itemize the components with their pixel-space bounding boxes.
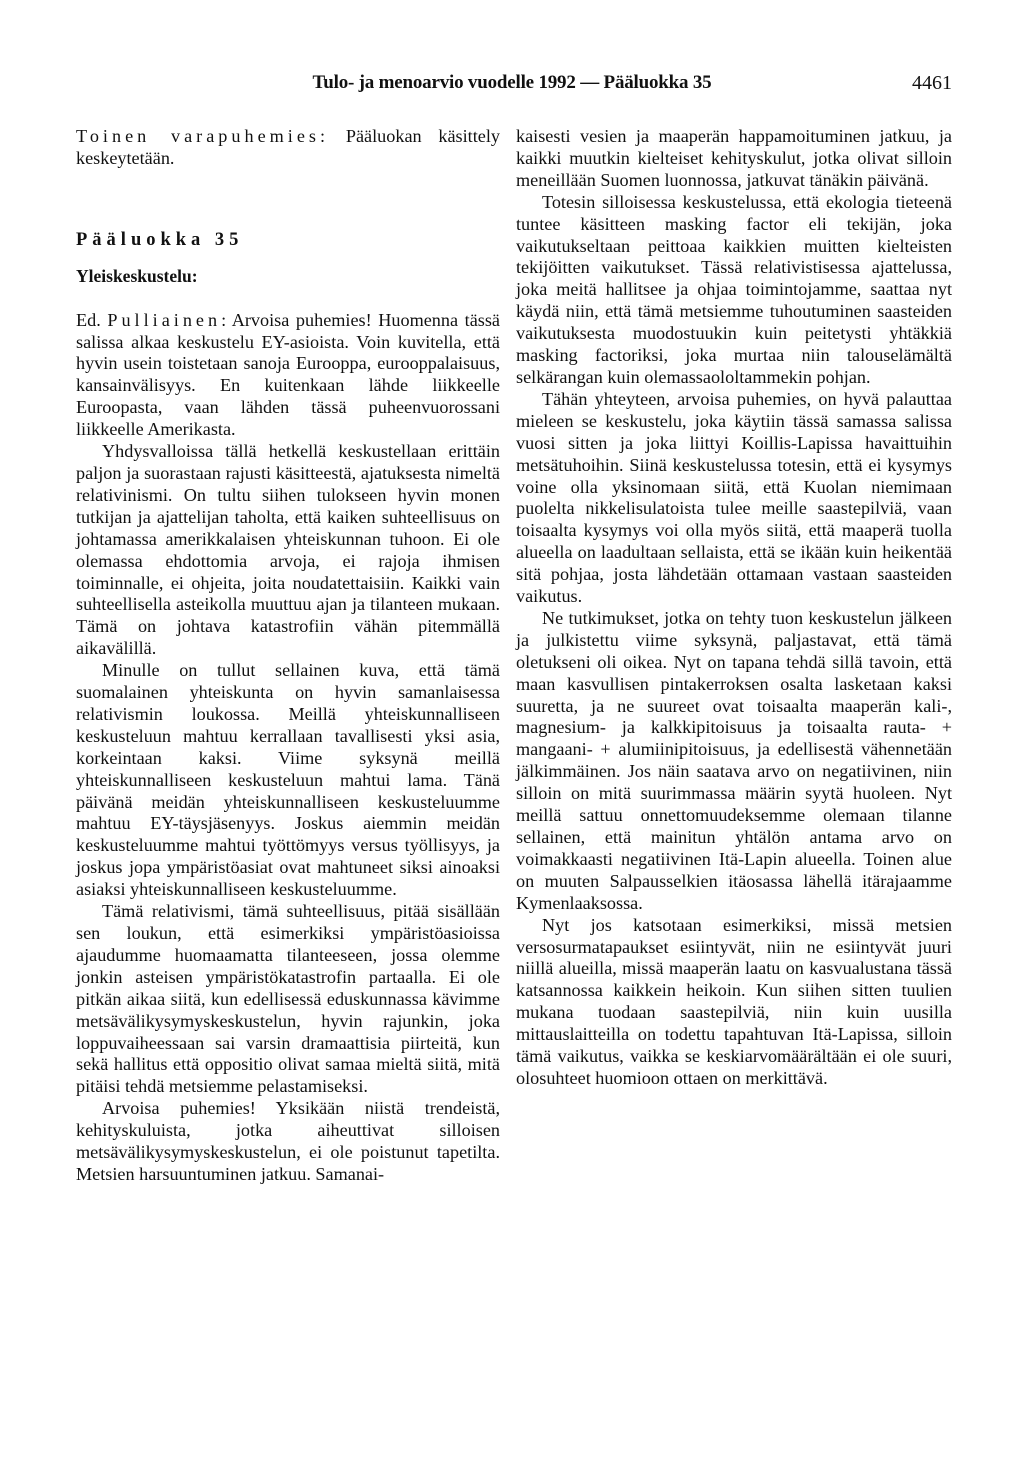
paragraph: Tämä relativismi, tämä suhteellisuus, pitää sisällään sen loukun, että esimerkiksi ympäristöasioissa ajaudumme huomaamatta tilanteeseen, jossa olemme jonkin asteisen ympäristökatastrofin partaalla. Ei ole pitkän aikaa siitä, kun edellisessä eduskunnassa kävimme metsävälikysymyskeskustelun, hyvin rajunkin, joka loppuvaiheessaan sai varsin dramaattisia piirteitä, kun sekä hallitus että oppositio olivat samaa mieltä siitä, mitä pitäisi tehdä metsiemme pelastamiseksi. [76,901,500,1097]
speaker-name: Pulliainen [107,309,222,330]
paragraph: Tähän yhteyteen, arvoisa puhemies, on hyvä palauttaa mieleen se keskustelu, joka käytiin tässä samassa salissa vuosi sitten ja joka liittyi Koillis-Lapissa havaittuihin metsätuhoihin. Siinä keskustelussa totesin, että ei kysymys voine olla yksinomaan siitä, että Kuolan niemimaan puolelta nikkelisulatoista tulee meille saastepilviä, vaan toisaalta kysymys voi olla myös siitä, että maaperä tuolla alueella on laadultaan sellaista, että se ikään kuin heikentää sitä pohjaa, josta lähdetään ottamaan vastaan saasteiden vaikutus. [516,388,952,607]
speech-opening [76,310,500,441]
section-heading: Pääluokka 35 [76,229,244,250]
paragraph: Yhdysvalloissa tällä hetkellä keskustellaan erittäin paljon ja suorastaan rajusti käsitteestä, ajatuksesta nimeltä relativinismi. On tultu siihen tulokseen hyvin monen tutkijan ja ajattelijan taholta, että kaiken suhteellisuus on johtamassa amerikkalaisen yhteiskunnan tuhoon. Ei ole olemassa ehdottomia arvoja, ei rajoja ihmisen toiminnalle, ei ohjeita, joita noudatettaisiin. Kaikki vain suhteellisella asteikolla muuttuu ajan ja tilanteen mukaan. Tämä on johtava katastrofiin vähän pitemmällä aikavälillä. [76,441,500,659]
paragraph: Nyt jos katsotaan esimerkiksi, missä metsien versosurmatapaukset esiintyvät, niin ne esiintyvät juuri niillä alueilla, missä maaperän laatu on kasvualustana tässä katsannossa kaikkein heikoin. Kun siihen sitten tuulien mukana tuodaan saastepilviä, niin kuin uusilla mittauslaitteilla on todettu tapahtuvan Itä-Lapissa, silloin tämä vaikutus, vaikka se keskiarvomäärältään ei ole suuri, olosuhteet huomioon ottaen on merkittävä. [516,914,952,1088]
paragraph: Minulle on tullut sellainen kuva, että tämä suomalainen yhteiskunta on hyvin samanlaisessa relativismin loukossa. Meillä yhteiskunnalliseen keskusteluun mahtuu kerrallaan tavallisesti yksi asia, korkeintaan kaksi. Viime syksynä meillä yhteiskunnalliseen keskusteluun mahtui lama. Tänä päivänä meidän yhteiskunnalliseen keskusteluumme mahtuu EY-täysjäsenyys. Joskus aiemmin meidän keskusteluumme mahtui työttömyys versus työllisyys, ja joskus jopa ympäristöasiat ovat mahtuneet siksi ainoaksi asiaksi yhteiskunnalliseen keskusteluumme. [76,660,500,900]
paragraph: Arvoisa puhemies! Yksikään niistä trendeistä, kehityskuluista, jotka aiheuttivat silloisen metsävälikysymyskeskustelun, ei ole poistunut tapetilta. Metsien harsuuntuminen jatkuu. Samanai- [76,1098,500,1184]
chair-text: Pääluokan käsittely keskeytetään. [76,126,500,168]
left-column [76,126,500,1186]
page-number: 4461 [912,72,952,94]
paragraph: Ne tutkimukset, jotka on tehty tuon keskustelun jälkeen ja julkistettu viime syksynä, paljastavat, että tämä oletukseni oli oikea. Nyt on tapana tehdä sillä tavoin, että maan kasvullisen pintakerroksen osalta lasketaan kaksi suuretta, ja ne suureet ovat toisaalta maaperän kali-, magnesium- ja kalkkipitoisuus ja toisaalta rauta- + mangaani- + alumiinipitoisuus, ja edellisestä vähennetään jälkimmäinen. Jos näin saatava arvo on negatiivinen, niin silloin on mitä suurimmassa määrin syytä huoleen. Nyt meillä sattuu onnettomuudeksemme olemaan tilanne sellainen, että mainitun yhtälön antama arvo on voimakkaasti negatiivinen Itä-Lapin alueella. Toinen alue on muuten Salpausselkien itäosassa lähellä itärajaamme Kymenlaaksossa. [516,607,952,913]
right-column [516,126,952,1090]
paragraph: Totesin silloisessa keskustelussa, että ekologia tieteenä tuntee käsitteen masking factor eli tekijän, joka vaikutukseltaan peittoaa kaikkien muitten kielteisten tekijöitten vaikutukset. Tässä relativistisessa ajattelussa, joka meitä hallitsee ja ohjaa toimintojamme, saattaa nyt käydä niin, että tämä metsiemme tuhoutuminen saasteiden vaikutuksesta muodostuukin kuin peitetysti yhtäkkiä masking factoriksi, joka murtaa niin talouselämältä selkärangan kuin olemassaololtammekin pohjan. [516,191,952,387]
running-title: Tulo- ja menoarvio vuodelle 1992 — Pääluokka 35 [312,72,712,93]
chair-statement [76,126,500,170]
page-header [0,72,1024,100]
paragraph: kaisesti vesien ja maaperän happamoituminen jatkuu, ja kaikki muutkin kielteiset kehityskulut, jotka olivat silloin meneillään Suomen luonnossa, jatkuvat tänäkin päivänä. [516,126,952,190]
subheading: Yleiskeskustelu: [76,265,198,286]
speech-opening-text: : Arvoisa puhemies! Huomenna tässä salissa alkaa keskustelu EY-asioista. Voin kuvitella, että hyvin usein toistetaan sanoja Eurooppa, eurooppalaisuus, kansainvälisyys. En kuitenkaan lähde liikkeelle Euroopasta, vaan lähden tässä puheenvuorossani liikkeelle Amerikasta. [76,309,500,440]
speaker-prefix: Ed. [76,309,108,330]
chair-speaker: Toinen varapuhemies: [76,126,330,146]
